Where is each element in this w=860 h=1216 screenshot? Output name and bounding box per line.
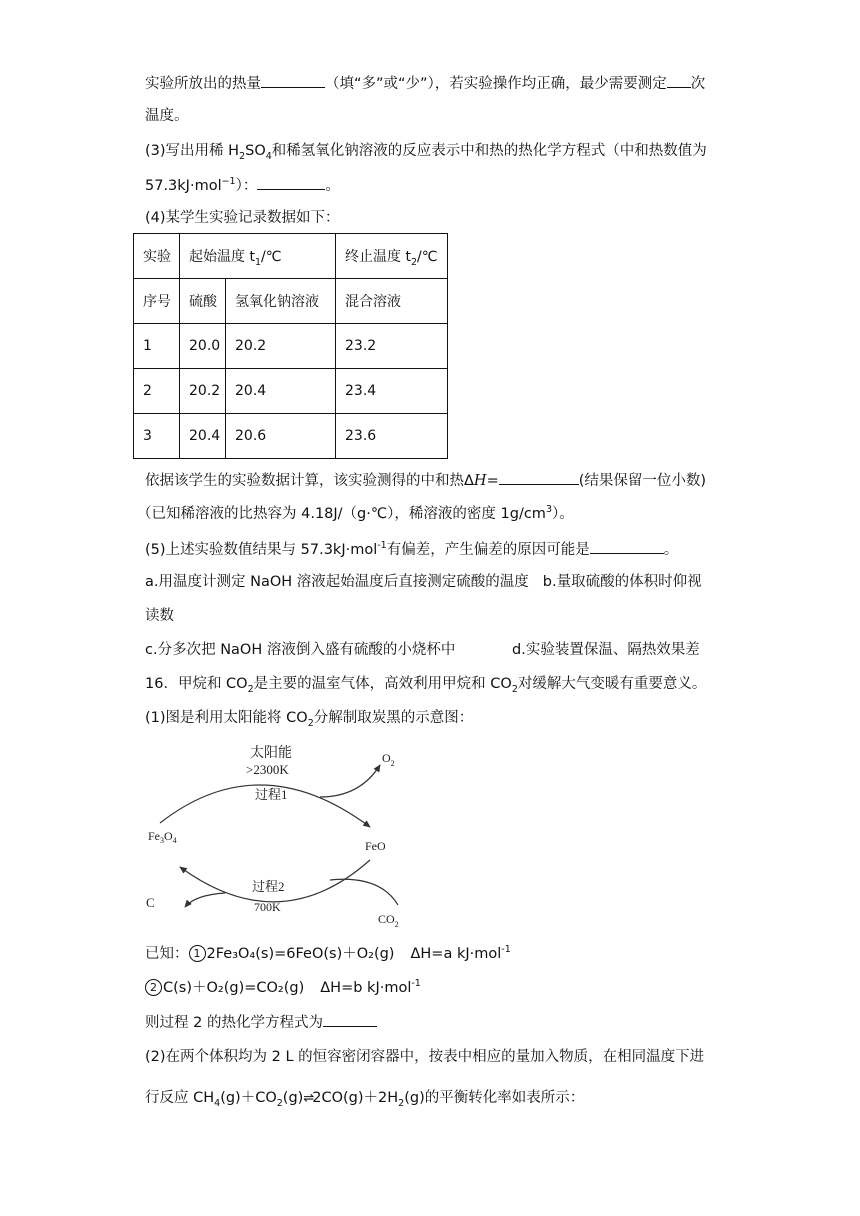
q4-text: (4)某学生实验记录数据如下： [145, 210, 340, 226]
superscript-neg1: -1 [411, 978, 421, 990]
question-5-line [145, 539, 678, 560]
known-conditions-line [137, 504, 574, 524]
option-line-ab [145, 572, 702, 592]
cell-acid: 20.0 [180, 324, 226, 369]
label-temp-2300k: >2300K [246, 762, 289, 777]
q3-colon: ）： [235, 178, 258, 194]
question-3-line-2 [145, 175, 340, 196]
o2-release-arrow [320, 765, 380, 797]
cell-mixed: 23.6 [336, 414, 448, 459]
iron-oxide-cycle-diagram [140, 735, 430, 935]
text-fill-hint: （填“多”或“少”），若实验操作均正确，最少需要测定 [325, 76, 667, 92]
q16-text-a: 16．甲烷和 CO [145, 676, 248, 692]
superscript-neg1: -1 [377, 540, 387, 552]
label-process-1: 过程1 [255, 787, 288, 802]
equilibrium-arrow-icon: ⇌ [303, 1091, 313, 1106]
process-2-text: 则过程 2 的热化学方程式为 [145, 1015, 323, 1031]
known-label: 已知： [145, 946, 189, 962]
calc-precision-note: (结果保留一位小数) [578, 473, 707, 489]
text-heat-released: 实验所放出的热量 [145, 76, 261, 92]
option-b-continued [145, 606, 174, 626]
experiment-data-table [133, 233, 448, 459]
label-co2: $CO_2$ [378, 912, 399, 929]
label-o2: $O_2$ [382, 751, 395, 768]
superscript-neg1: −1 [221, 176, 236, 188]
option-c: c.分多次把 NaOH 溶液倒入盛有硫酸的小烧杯中 [145, 642, 456, 658]
question-3-line-1 [145, 141, 707, 161]
text-line-heat-released [145, 73, 705, 94]
question-4-title [145, 208, 340, 228]
reaction-text-b: (g)＋CO [220, 1090, 277, 1106]
question-16-2-line-1 [145, 1047, 704, 1067]
q3-text-b: SO [245, 143, 266, 159]
q16-2-text: (2)在两个体积均为 2 L 的恒容密闭容器中，按表中相应的量加入物质，在相同温度下进 [145, 1049, 705, 1065]
co2-input-curve [330, 879, 398, 905]
option-line-c [145, 640, 455, 660]
equation-1-enthalpy: ΔH=a kJ·mol [410, 946, 502, 962]
cell-naoh: 20.2 [226, 324, 336, 369]
table-row [134, 414, 448, 459]
cell-number: 3 [134, 414, 180, 459]
header-sulfuric-acid: 硫酸 [180, 279, 226, 324]
q3-text-c: 和稀氢氧化钠溶液的反应表示中和热的热化学方程式（中和热数值为 [271, 143, 707, 159]
q3-text-a: (3)写出用稀 H [145, 143, 240, 159]
label-carbon: C [146, 895, 155, 910]
q3-period: 。 [325, 178, 340, 194]
option-line-d [512, 640, 700, 660]
subscript-2: 2 [511, 683, 518, 695]
header-experiment: 实验 [134, 234, 180, 279]
option-a: a.用温度计测定 NaOH 溶液起始温度后直接测定硫酸的温度 [145, 574, 529, 590]
label-process-2: 过程2 [252, 879, 285, 894]
answer-blank[interactable] [257, 175, 325, 190]
known-equation-2 [145, 978, 421, 998]
c-output-arrow [185, 893, 225, 907]
calc-h-italic: H [473, 473, 487, 489]
question-16-title [145, 674, 706, 694]
equation-2-enthalpy: ΔH=b kJ·mol [320, 980, 412, 996]
subscript-2: 2 [239, 150, 246, 162]
answer-blank[interactable] [667, 73, 691, 88]
label-feo: FeO [365, 839, 386, 853]
answer-blank[interactable] [499, 470, 579, 485]
label-solar-energy: 太阳能 [250, 746, 292, 761]
text-line-temperature [145, 106, 189, 126]
cell-number: 2 [134, 369, 180, 414]
answer-blank[interactable] [590, 539, 664, 554]
table-row [134, 324, 448, 369]
known-end: ）。 [551, 506, 574, 522]
equation-2: C(s)＋O₂(g)=CO₂(g) [163, 980, 305, 996]
circled-number-1: 1 [189, 945, 206, 962]
process-2-question [145, 1012, 377, 1033]
answer-blank[interactable] [261, 73, 325, 88]
question-16-2-line-2 [145, 1088, 584, 1109]
option-b: b.量取硫酸的体积时仰视 [542, 574, 702, 590]
question-16-1 [145, 708, 473, 728]
label-temp-700k: 700K [254, 900, 281, 914]
subscript-4-visible: 4 [214, 1097, 221, 1109]
cell-mixed: 23.4 [336, 369, 448, 414]
header-naoh: 氢氧化钠溶液 [226, 279, 336, 324]
q16-1-text-a: (1)图是利用太阳能将 CO [145, 710, 308, 726]
table-header-row-1 [134, 234, 448, 279]
label-fe3o4: $Fe_3O_4$ [148, 829, 177, 845]
calc-equals: = [486, 473, 499, 489]
cell-acid: 20.2 [180, 369, 226, 414]
q5-period: 。 [663, 542, 679, 558]
table-header-row-2 [134, 279, 448, 324]
circled-number-2: 2 [145, 979, 162, 996]
subscript-2: 2 [307, 717, 314, 729]
text-times: 次 [690, 76, 706, 92]
text-temperature: 温度。 [145, 108, 189, 124]
cell-acid: 20.4 [180, 414, 226, 459]
option-d: d.实验装置保温、隔热效果差 [512, 642, 700, 658]
subscript-2: 2 [247, 683, 254, 695]
reaction-text-d: 2CO(g)＋2H [312, 1090, 399, 1106]
q3-value: 57.3kJ·mol [145, 178, 222, 194]
q16-text-b: 是主要的温室气体，高效利用甲烷和 CO [253, 676, 512, 692]
known-equation-1 [145, 944, 511, 964]
q16-text-c: 对缓解大气变暖有重要意义。 [517, 676, 707, 692]
subscript-2: 2 [398, 1097, 405, 1109]
header-mixed: 混合溶液 [336, 279, 448, 324]
q5-text-a: (5)上述实验数值结果与 57.3kJ·mol [145, 542, 378, 558]
superscript-3: 3 [545, 504, 552, 516]
calculation-line [145, 470, 706, 491]
q5-text-b: 有偏差，产生偏差的原因可能是 [386, 542, 590, 558]
reaction-text-a: 行反应 CH [145, 1090, 215, 1106]
superscript-neg1: -1 [501, 944, 511, 956]
cell-mixed: 23.2 [336, 324, 448, 369]
subscript-2: 2 [276, 1097, 283, 1109]
header-number: 序号 [134, 279, 180, 324]
answer-blank[interactable] [323, 1012, 377, 1027]
table-row [134, 369, 448, 414]
header-start-temp: 起始温度 $t_1/℃$ [180, 234, 336, 279]
reaction-text-c: (g) [282, 1090, 304, 1106]
subscript-4-visible: 4 [265, 150, 272, 162]
cell-naoh: 20.4 [226, 369, 336, 414]
reaction-text-e: (g)的平衡转化率如表所示： [404, 1090, 585, 1106]
cell-number: 1 [134, 324, 180, 369]
equation-1: 2Fe₃O₄(s)=6FeO(s)＋O₂(g) [206, 946, 395, 962]
calc-text: 依据该学生的实验数据计算，该实验测得的中和热Δ [145, 473, 474, 489]
known-text: （已知稀溶液的比热容为 4.18J/（g·℃），稀溶液的密度 1g/cm [137, 506, 546, 522]
header-end-temp: 终止温度 $t_2/℃$ [336, 234, 448, 279]
q16-1-text-b: 分解制取炭黑的示意图： [313, 710, 474, 726]
cell-naoh: 20.6 [226, 414, 336, 459]
option-b-continued-text: 读数 [145, 608, 174, 624]
